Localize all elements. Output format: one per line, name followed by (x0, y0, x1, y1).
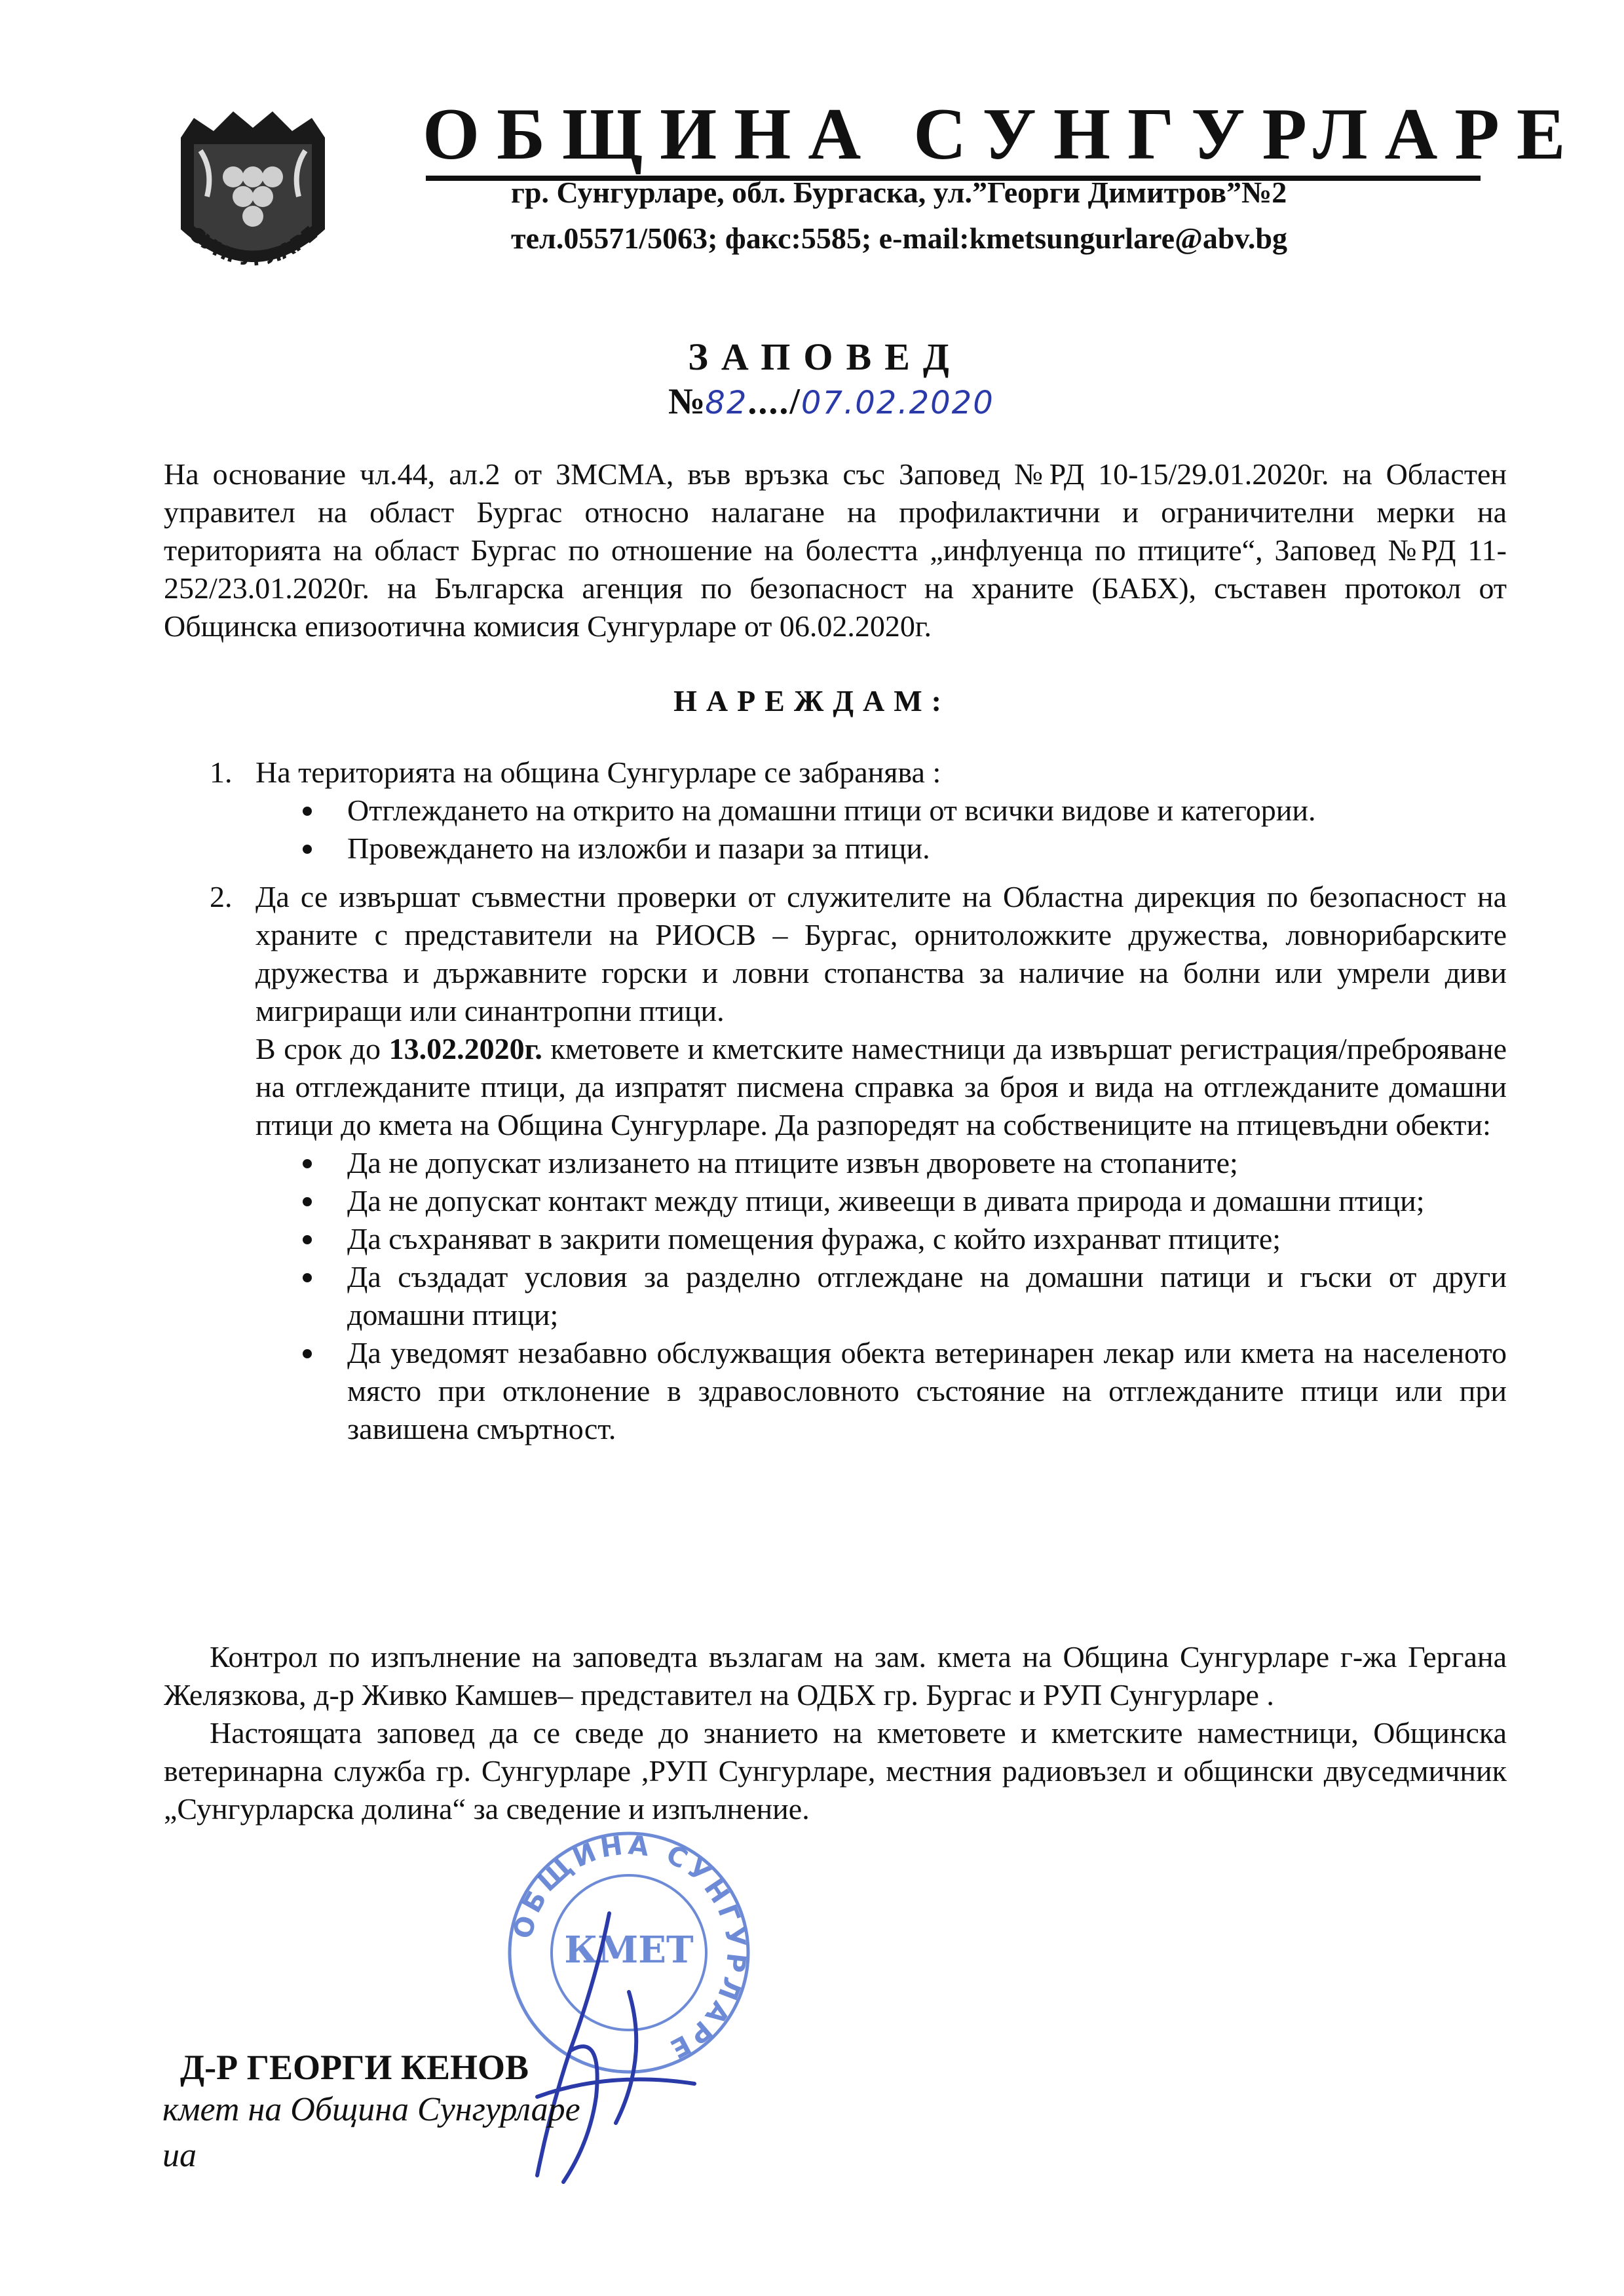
signer-title: кмет на Община Сунгурларе (162, 2091, 580, 2128)
deadline-paragraph (255, 1030, 1507, 1144)
list-item: Да уведомят незабавно обслужващия обекта ветеринарен лекар или кмета на населеното място при отклонение в здравословното състояние на отглежданите птици или при завишена смъртност. (255, 1334, 1507, 1448)
stamp-center-text: КМЕТ (564, 1928, 694, 1972)
organization-name: ОБЩИНА СУНГУРЛАРЕ (423, 94, 1583, 175)
list-item: Провеждането на изложби и пазари за птици. (255, 830, 1507, 868)
order-number (668, 379, 994, 426)
document-title: ЗАПОВЕД (688, 335, 962, 378)
deadline-date: 13.02.2020г. (388, 1032, 542, 1065)
municipality-crest-icon (155, 98, 351, 295)
closing-paragraphs (164, 1638, 1507, 1828)
order-item-text: Да се извършат съвместни проверки от служителите на Областна дирекция по безопасност на храните с представители на РИОСВ – Бургас, орнитоложките дружества, ловнорибарските дружества и държавните горски и ловни стопанства за наличие на болни или умрели диви мигриращи или синантропни птици. (255, 880, 1507, 1027)
signer-name: Д-Р ГЕОРГИ КЕНОВ (180, 2048, 529, 2087)
handwritten-signature-icon (498, 1900, 714, 2195)
order-item-text: На територията на община Сунгурларе се забранява : (255, 756, 941, 789)
order-number-separator: ..../ (747, 381, 801, 422)
organization-contacts: тел.05571/5063; факс:5585; e-mail:kmetsungurlare@abv.bg (511, 221, 1287, 255)
intro-paragraph: На основание чл.44, ал.2 от ЗМСМА, във връзка със Заповед №РД 10-15/29.01.2020г. на Областен управител на област Бургас относно налагане на профилактични и ограничителни мерки на територията на област Бургас по отношение на болестта „инфлуенца по птиците“, Заповед №РД 11-252/23.01.2020г. на Българска агенция по безопасност на храните (БАБХ), съставен протокол от Общинска епизоотична комисия Сунгурларе от 06.02.2020г. (164, 457, 1507, 643)
stamp-ring-text: ОБЩИНА СУНГУРЛАРЕ (508, 1830, 751, 2066)
order-item-1 (210, 754, 1507, 868)
list-item: Отглеждането на открито на домашни птици от всички видове и категории. (255, 792, 1507, 830)
control-paragraph: Контрол по изпълнение на заповедта възлагам на зам. кмета на Община Сунгурларе г-жа Гергана Желязкова, д-р Живко Камшев– представител на ОДБХ гр. Бургас и РУП Сунгурларе . (164, 1640, 1507, 1712)
order-number-label: № (668, 381, 706, 422)
list-item: Да съхраняват в закрити помещения фуража, с който изхранват птиците; (255, 1220, 1507, 1258)
deadline-text: кметовете и кметските наместници да извършат регистрация/преброяване на отглежданите птици, да изпратят писмена справка за броя и вида на отглежданите домашни птици до кмета на Община Сунгурларе. Да разпоредят на собствениците на птицевъдни обекти: (255, 1032, 1507, 1141)
list-item: Да не допускат излизането на птиците извън дворовете на стопаните; (255, 1144, 1507, 1182)
author-initials: иа (162, 2137, 197, 2174)
crest-text: СУНГУРЛАРЕ (183, 221, 322, 271)
order-date-value: 07.02.2020 (801, 385, 994, 421)
list-item: Да не допускат контакт между птици, живеещи в дивата природа и домашни птици; (255, 1182, 1507, 1220)
order-item-number: 2. (210, 880, 233, 913)
order-item-number: 1. (210, 756, 233, 789)
list-item: Да създадат условия за разделно отглеждане на домашни патици и гъски от други домашни птици; (255, 1258, 1507, 1334)
order-number-value: 82 (705, 385, 748, 421)
organization-address: гр. Сунгурларе, обл. Бургаска, ул.”Георги Димитров”№2 (511, 176, 1287, 209)
deadline-prefix: В срок до (255, 1032, 381, 1065)
distribution-paragraph: Настоящата заповед да се сведе до знанието на кметовете и кметските наместници, Общинска ветеринарна служба гр. Сунгурларе ,РУП Сунгурларе, местния радиовъзел и общински двуседмичник „Сунгурларска долина“ за сведение и изпълнение. (164, 1716, 1507, 1826)
orders-heading: НАРЕЖДАМ: (673, 684, 951, 718)
order-item-2-bullets (255, 1144, 1507, 1448)
order-item-1-bullets (255, 792, 1507, 868)
order-item-2 (210, 878, 1507, 1448)
